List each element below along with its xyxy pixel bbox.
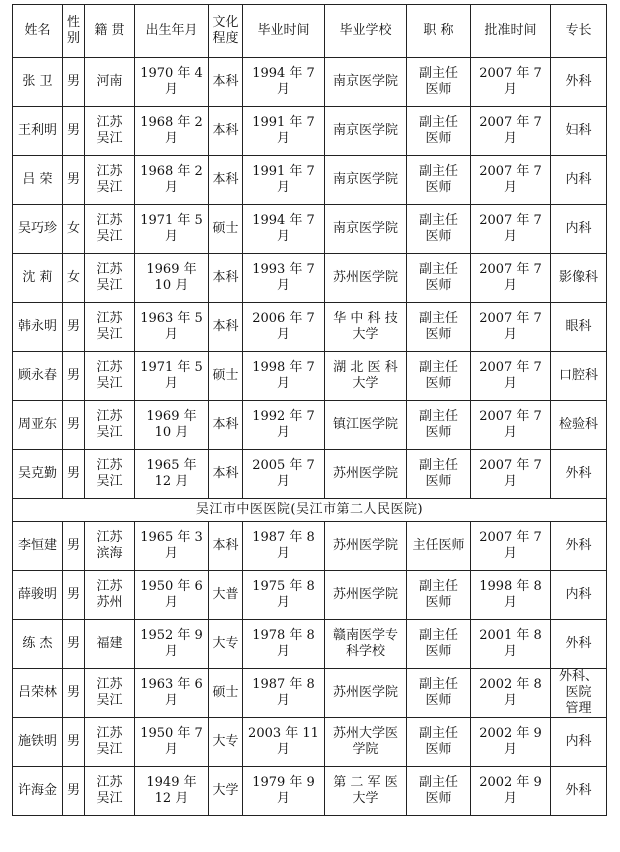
graduation-time-cell: 1992 年 7 月	[243, 401, 325, 450]
school-cell	[325, 156, 407, 205]
specialty-cell	[551, 352, 607, 401]
school-cell	[325, 571, 407, 620]
title-cell	[407, 401, 471, 450]
education-cell: 本科	[209, 254, 243, 303]
column-header-text: 出生年月	[145, 23, 198, 38]
specialty-cell-text: 内科	[565, 587, 592, 602]
origin-cell	[85, 156, 135, 205]
column-header	[407, 5, 471, 58]
approval-time-cell: 2007 年 7 月	[471, 522, 551, 571]
origin-cell-text: 吴江	[96, 742, 123, 757]
specialty-cell	[551, 718, 607, 767]
gender-cell: 男	[63, 107, 85, 156]
specialty-cell-text: 外科、	[558, 669, 598, 684]
title-cell-text: 医师	[425, 693, 452, 708]
title-cell-text: 副主任	[418, 458, 458, 473]
specialty-cell-text: 眼科	[565, 319, 592, 334]
school-cell-text: 华 中 科 技	[333, 311, 398, 326]
approval-time-cell: 2007 年 7 月	[471, 450, 551, 499]
birth-cell: 1969 年 10 月	[135, 401, 209, 450]
specialty-cell-text: 妇科	[565, 123, 592, 138]
name-cell: 吕 荣	[13, 156, 63, 205]
education-cell: 硕士	[209, 205, 243, 254]
table-row	[13, 58, 607, 107]
origin-cell-text: 吴江	[96, 131, 123, 146]
origin-cell	[85, 669, 135, 718]
approval-time-cell: 2007 年 7 月	[471, 352, 551, 401]
origin-cell	[85, 352, 135, 401]
origin-cell-text: 江苏	[96, 530, 123, 545]
column-header-text: 文化	[212, 15, 239, 30]
specialty-cell	[551, 254, 607, 303]
title-cell-text: 副主任	[418, 262, 458, 277]
table-row	[13, 303, 607, 352]
school-cell-text: 大学	[352, 791, 379, 806]
education-cell: 大学	[209, 767, 243, 816]
title-cell-text: 医师	[425, 327, 452, 342]
school-cell-text: 南京医学院	[332, 123, 398, 138]
column-header-text: 毕业学校	[339, 23, 392, 38]
specialty-cell-text: 外科	[565, 466, 592, 481]
gender-cell: 男	[63, 303, 85, 352]
origin-cell-text: 江苏	[96, 213, 123, 228]
gender-cell: 男	[63, 450, 85, 499]
name-cell: 施铁明	[13, 718, 63, 767]
graduation-time-cell: 1991 年 7 月	[243, 107, 325, 156]
title-cell-text: 副主任	[418, 66, 458, 81]
specialty-cell	[551, 303, 607, 352]
approval-time-cell: 2002 年 9 月	[471, 718, 551, 767]
origin-cell-text: 江苏	[96, 262, 123, 277]
section-title: 吴江市中医医院(吴江市第二人民医院)	[13, 499, 607, 522]
approval-time-cell: 2007 年 7 月	[471, 254, 551, 303]
origin-cell-text: 江苏	[96, 360, 123, 375]
graduation-time-cell: 1998 年 7 月	[243, 352, 325, 401]
title-cell-text: 医师	[425, 595, 452, 610]
specialty-cell-text: 外科	[565, 74, 592, 89]
origin-cell	[85, 450, 135, 499]
title-cell-text: 医师	[425, 425, 452, 440]
approval-time-cell: 2001 年 8 月	[471, 620, 551, 669]
title-cell	[407, 718, 471, 767]
title-cell-text: 副主任	[418, 115, 458, 130]
specialty-cell	[551, 156, 607, 205]
school-cell-text: 南京医学院	[332, 221, 398, 236]
title-cell-text: 副主任	[418, 677, 458, 692]
origin-cell-text: 吴江	[96, 180, 123, 195]
school-cell-text: 苏州医学院	[332, 685, 398, 700]
name-cell: 韩永明	[13, 303, 63, 352]
school-cell-text: 苏州医学院	[332, 587, 398, 602]
approval-time-cell: 2007 年 7 月	[471, 58, 551, 107]
birth-cell: 1950 年 6 月	[135, 571, 209, 620]
title-cell	[407, 767, 471, 816]
staff-table	[12, 4, 607, 816]
gender-cell: 男	[63, 352, 85, 401]
birth-cell: 1950 年 7 月	[135, 718, 209, 767]
origin-cell	[85, 58, 135, 107]
graduation-time-cell: 1978 年 8 月	[243, 620, 325, 669]
column-header	[471, 5, 551, 58]
birth-cell: 1949 年 12 月	[135, 767, 209, 816]
title-cell-text: 医师	[425, 474, 452, 489]
school-cell-text: 第 二 军 医	[333, 775, 398, 790]
origin-cell	[85, 401, 135, 450]
title-cell	[407, 669, 471, 718]
name-cell: 吕荣林	[13, 669, 63, 718]
origin-cell-text: 江苏	[96, 775, 123, 790]
title-cell-text: 副主任	[418, 409, 458, 424]
title-cell-text: 医师	[425, 791, 452, 806]
table-row	[13, 401, 607, 450]
specialty-cell	[551, 205, 607, 254]
origin-cell-text: 江苏	[96, 458, 123, 473]
specialty-cell	[551, 401, 607, 450]
specialty-cell-text: 外科	[565, 538, 592, 553]
table-row	[13, 205, 607, 254]
name-cell: 薛骏明	[13, 571, 63, 620]
table-row	[13, 718, 607, 767]
origin-cell	[85, 303, 135, 352]
school-cell-text: 大学	[352, 376, 379, 391]
birth-cell: 1971 年 5 月	[135, 205, 209, 254]
origin-cell-text: 江苏	[96, 409, 123, 424]
name-cell: 练 杰	[13, 620, 63, 669]
school-cell	[325, 767, 407, 816]
gender-cell: 男	[63, 522, 85, 571]
header-row	[13, 5, 607, 58]
name-cell: 李恒建	[13, 522, 63, 571]
graduation-time-cell: 1994 年 7 月	[243, 58, 325, 107]
column-header-text: 程度	[212, 31, 239, 46]
school-cell	[325, 401, 407, 450]
title-cell	[407, 571, 471, 620]
graduation-time-cell: 1975 年 8 月	[243, 571, 325, 620]
education-cell: 本科	[209, 401, 243, 450]
title-cell	[407, 107, 471, 156]
name-cell: 许海金	[13, 767, 63, 816]
table-body	[13, 58, 607, 816]
approval-time-cell: 1998 年 8 月	[471, 571, 551, 620]
approval-time-cell: 2007 年 7 月	[471, 205, 551, 254]
graduation-time-cell: 1993 年 7 月	[243, 254, 325, 303]
gender-cell: 男	[63, 767, 85, 816]
title-cell-text: 副主任	[418, 164, 458, 179]
education-cell: 本科	[209, 156, 243, 205]
school-cell-text: 南京医学院	[332, 172, 398, 187]
column-header-text: 别	[66, 31, 80, 46]
education-cell: 本科	[209, 450, 243, 499]
gender-cell: 男	[63, 571, 85, 620]
specialty-cell	[551, 58, 607, 107]
graduation-time-cell: 1987 年 8 月	[243, 669, 325, 718]
name-cell: 顾永春	[13, 352, 63, 401]
specialty-cell	[551, 571, 607, 620]
origin-cell	[85, 254, 135, 303]
title-cell-text: 副主任	[418, 726, 458, 741]
title-cell-text: 医师	[425, 742, 452, 757]
name-cell: 周亚东	[13, 401, 63, 450]
title-cell	[407, 156, 471, 205]
education-cell: 本科	[209, 303, 243, 352]
title-cell	[407, 620, 471, 669]
birth-cell: 1963 年 5 月	[135, 303, 209, 352]
origin-cell	[85, 205, 135, 254]
column-header-text: 专长	[565, 23, 592, 38]
school-cell	[325, 522, 407, 571]
gender-cell: 女	[63, 205, 85, 254]
origin-cell-text: 江苏	[96, 164, 123, 179]
specialty-cell	[551, 620, 607, 669]
birth-cell: 1968 年 2 月	[135, 156, 209, 205]
column-header	[325, 5, 407, 58]
specialty-cell-text: 外科	[565, 783, 592, 798]
school-cell-text: 苏州医学院	[332, 466, 398, 481]
specialty-cell	[551, 522, 607, 571]
table-row	[13, 254, 607, 303]
title-cell-text: 副主任	[418, 628, 458, 643]
graduation-time-cell: 2006 年 7 月	[243, 303, 325, 352]
origin-cell-text: 滨海	[96, 546, 123, 561]
origin-cell-text: 吴江	[96, 693, 123, 708]
gender-cell: 男	[63, 58, 85, 107]
column-header	[243, 5, 325, 58]
origin-cell-text: 吴江	[96, 425, 123, 440]
column-header-text: 批准时间	[484, 23, 537, 38]
school-cell-text: 科学校	[345, 644, 385, 659]
name-cell: 沈 莉	[13, 254, 63, 303]
education-cell: 大专	[209, 718, 243, 767]
title-cell-text: 医师	[425, 180, 452, 195]
column-header-text: 性	[66, 15, 80, 30]
school-cell-text: 苏州医学院	[332, 270, 398, 285]
origin-cell-text: 吴江	[96, 474, 123, 489]
specialty-cell	[551, 767, 607, 816]
approval-time-cell: 2002 年 9 月	[471, 767, 551, 816]
approval-time-cell: 2002 年 8 月	[471, 669, 551, 718]
origin-cell-text: 吴江	[96, 791, 123, 806]
graduation-time-cell: 1994 年 7 月	[243, 205, 325, 254]
column-header	[551, 5, 607, 58]
graduation-time-cell: 2005 年 7 月	[243, 450, 325, 499]
gender-cell: 男	[63, 401, 85, 450]
origin-cell	[85, 718, 135, 767]
title-cell-text: 医师	[425, 376, 452, 391]
table-row	[13, 156, 607, 205]
name-cell: 王利明	[13, 107, 63, 156]
name-cell: 吴巧珍	[13, 205, 63, 254]
education-cell: 大普	[209, 571, 243, 620]
specialty-cell	[551, 450, 607, 499]
specialty-cell-text: 检验科	[558, 417, 598, 432]
origin-cell	[85, 107, 135, 156]
column-header-text: 毕业时间	[257, 23, 310, 38]
birth-cell: 1969 年 10 月	[135, 254, 209, 303]
origin-cell-text: 江苏	[96, 726, 123, 741]
gender-cell: 男	[63, 669, 85, 718]
school-cell-text: 苏州大学医	[332, 726, 398, 741]
birth-cell: 1968 年 2 月	[135, 107, 209, 156]
table-header	[13, 5, 607, 58]
origin-cell-text: 吴江	[96, 229, 123, 244]
table-row	[13, 352, 607, 401]
birth-cell: 1963 年 6 月	[135, 669, 209, 718]
title-cell-text: 副主任	[418, 775, 458, 790]
education-cell: 大专	[209, 620, 243, 669]
graduation-time-cell: 2003 年 11 月	[243, 718, 325, 767]
origin-cell-text: 吴江	[96, 376, 123, 391]
title-cell	[407, 58, 471, 107]
approval-time-cell: 2007 年 7 月	[471, 156, 551, 205]
table-row	[13, 571, 607, 620]
column-header	[13, 5, 63, 58]
school-cell	[325, 205, 407, 254]
title-cell-text: 副主任	[418, 360, 458, 375]
specialty-cell-text: 影像科	[558, 270, 598, 285]
school-cell	[325, 718, 407, 767]
column-header-text: 姓名	[24, 23, 51, 38]
table-row	[13, 107, 607, 156]
school-cell-text: 赣南医学专	[332, 628, 398, 643]
specialty-cell-text: 口腔科	[558, 368, 598, 383]
title-cell	[407, 450, 471, 499]
birth-cell: 1970 年 4 月	[135, 58, 209, 107]
title-cell	[407, 522, 471, 571]
origin-cell	[85, 522, 135, 571]
title-cell	[407, 205, 471, 254]
table-row	[13, 450, 607, 499]
title-cell-text: 医师	[425, 131, 452, 146]
birth-cell: 1971 年 5 月	[135, 352, 209, 401]
title-cell-text: 副主任	[418, 213, 458, 228]
school-cell	[325, 620, 407, 669]
title-cell-text: 副主任	[418, 311, 458, 326]
school-cell-text: 学院	[352, 742, 379, 757]
school-cell-text: 苏州医学院	[332, 538, 398, 553]
column-header	[135, 5, 209, 58]
school-cell	[325, 450, 407, 499]
gender-cell: 女	[63, 254, 85, 303]
school-cell	[325, 352, 407, 401]
origin-cell-text: 苏州	[96, 595, 123, 610]
title-cell-text: 医师	[425, 229, 452, 244]
specialty-cell-text: 外科	[565, 636, 592, 651]
school-cell	[325, 107, 407, 156]
gender-cell: 男	[63, 620, 85, 669]
origin-cell	[85, 620, 135, 669]
school-cell-text: 湖 北 医 科	[333, 360, 398, 375]
graduation-time-cell: 1991 年 7 月	[243, 156, 325, 205]
origin-cell-text: 江苏	[96, 311, 123, 326]
staff-table-container	[12, 4, 607, 816]
birth-cell: 1952 年 9 月	[135, 620, 209, 669]
specialty-cell	[551, 669, 607, 718]
specialty-cell-text: 内科	[565, 172, 592, 187]
name-cell: 张 卫	[13, 58, 63, 107]
table-row	[13, 522, 607, 571]
education-cell: 硕士	[209, 352, 243, 401]
title-cell	[407, 352, 471, 401]
school-cell	[325, 303, 407, 352]
title-cell-text: 副主任	[418, 579, 458, 594]
column-header	[85, 5, 135, 58]
approval-time-cell: 2007 年 7 月	[471, 401, 551, 450]
title-cell-text: 医师	[425, 644, 452, 659]
education-cell: 本科	[209, 522, 243, 571]
title-cell-text: 主任医师	[412, 538, 465, 553]
title-cell-text: 医师	[425, 278, 452, 293]
table-row	[13, 620, 607, 669]
school-cell-text: 大学	[352, 327, 379, 342]
origin-cell-text: 江苏	[96, 115, 123, 130]
specialty-cell-text: 医院	[565, 685, 592, 700]
origin-cell-text: 江苏	[96, 677, 123, 692]
school-cell	[325, 254, 407, 303]
table-row	[13, 767, 607, 816]
birth-cell: 1965 年 3 月	[135, 522, 209, 571]
specialty-cell-text: 内科	[565, 221, 592, 236]
school-cell-text: 南京医学院	[332, 74, 398, 89]
column-header-text: 职 称	[423, 23, 454, 38]
origin-cell-text: 吴江	[96, 278, 123, 293]
birth-cell: 1965 年 12 月	[135, 450, 209, 499]
approval-time-cell: 2007 年 7 月	[471, 303, 551, 352]
title-cell	[407, 254, 471, 303]
column-header	[63, 5, 85, 58]
origin-cell-text: 江苏	[96, 579, 123, 594]
title-cell	[407, 303, 471, 352]
education-cell: 本科	[209, 58, 243, 107]
graduation-time-cell: 1979 年 9 月	[243, 767, 325, 816]
origin-cell	[85, 767, 135, 816]
specialty-cell-text: 内科	[565, 734, 592, 749]
specialty-cell	[551, 107, 607, 156]
education-cell: 硕士	[209, 669, 243, 718]
origin-cell	[85, 571, 135, 620]
gender-cell: 男	[63, 718, 85, 767]
origin-cell-text: 吴江	[96, 327, 123, 342]
section-row	[13, 499, 607, 522]
column-header-text: 籍 贯	[94, 23, 125, 38]
name-cell: 吴克勤	[13, 450, 63, 499]
school-cell	[325, 669, 407, 718]
title-cell-text: 医师	[425, 82, 452, 97]
school-cell	[325, 58, 407, 107]
approval-time-cell: 2007 年 7 月	[471, 107, 551, 156]
gender-cell: 男	[63, 156, 85, 205]
column-header	[209, 5, 243, 58]
table-row	[13, 669, 607, 718]
education-cell: 本科	[209, 107, 243, 156]
specialty-cell-text: 管理	[565, 701, 592, 716]
graduation-time-cell: 1987 年 8 月	[243, 522, 325, 571]
school-cell-text: 镇江医学院	[332, 417, 398, 432]
origin-cell-text: 河南	[96, 74, 123, 89]
origin-cell-text: 福建	[96, 636, 123, 651]
